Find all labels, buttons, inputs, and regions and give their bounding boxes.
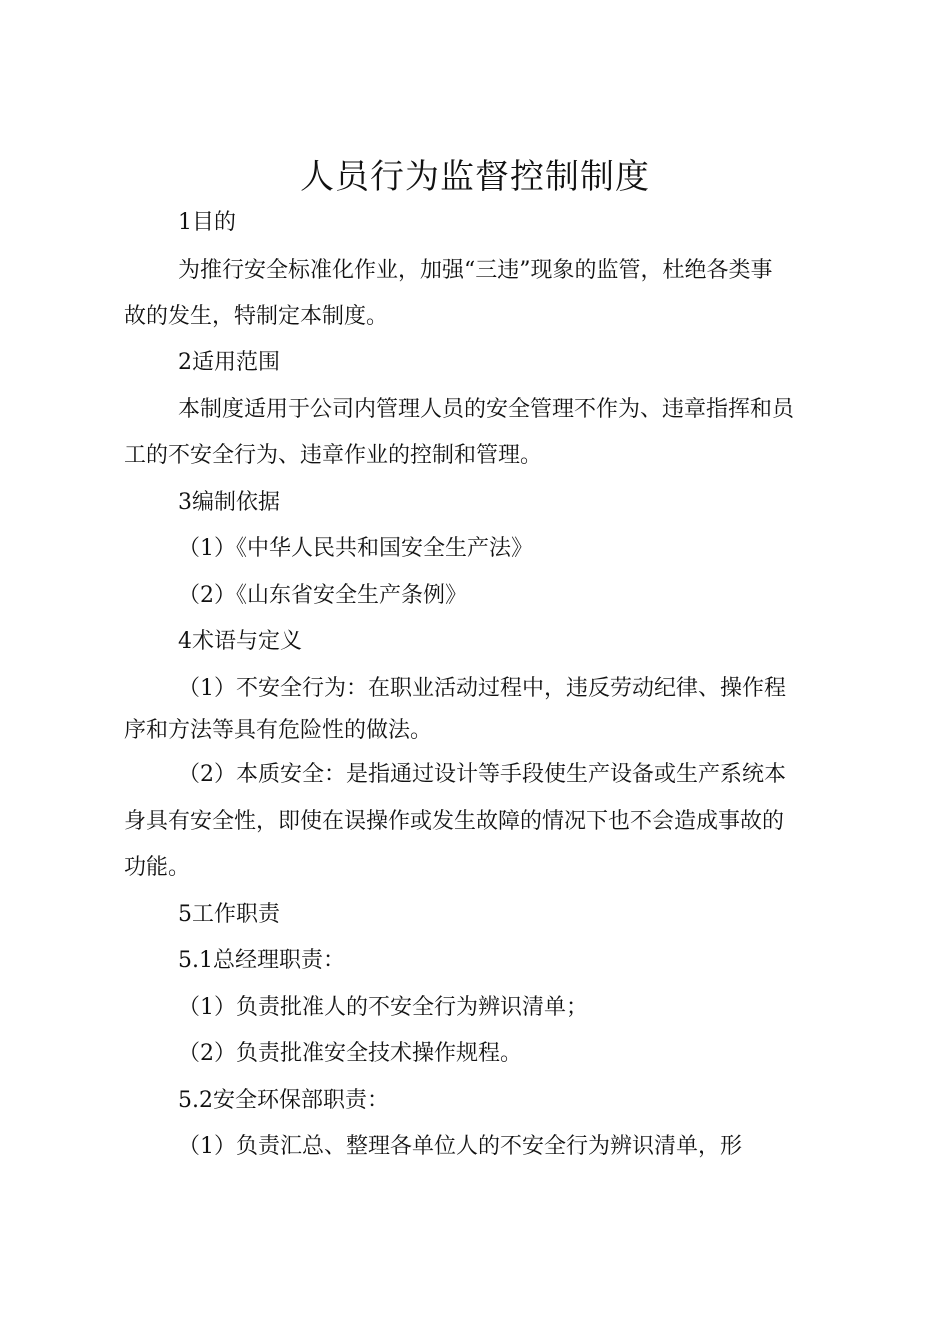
list-item: （2）《山东省安全生产条例》 bbox=[178, 583, 467, 608]
paragraph-line: 身具有安全性，即使在误操作或发生故障的情况下也不会造成事故的 bbox=[124, 809, 785, 834]
list-item: （1）不安全行为：在职业活动过程中，违反劳动纪律、操作程 bbox=[178, 676, 786, 701]
list-item: （1）负责批准人的不安全行为辨识清单； bbox=[178, 995, 588, 1020]
list-item: （1）负责汇总、整理各单位人的不安全行为辨识清单，形 bbox=[178, 1134, 742, 1159]
section-heading-duties: 5工作职责 bbox=[178, 902, 280, 927]
section-heading-purpose: 1目的 bbox=[178, 210, 236, 235]
list-item: （1）《中华人民共和国安全生产法》 bbox=[178, 536, 533, 561]
subsection-heading: 5.1总经理职责： bbox=[178, 948, 345, 973]
paragraph-line: 功能。 bbox=[124, 855, 191, 880]
list-item: （2）本质安全：是指通过设计等手段使生产设备或生产系统本 bbox=[178, 762, 786, 787]
paragraph-line: 为推行安全标准化作业，加强“三违”现象的监管，杜绝各类事 bbox=[178, 258, 773, 283]
paragraph-line: 本制度适用于公司内管理人员的安全管理不作为、违章指挥和员 bbox=[178, 397, 795, 422]
paragraph-line: 故的发生，特制定本制度。 bbox=[124, 304, 389, 329]
paragraph-line: 序和方法等具有危险性的做法。 bbox=[124, 718, 433, 743]
section-heading-basis: 3编制依据 bbox=[178, 490, 280, 515]
paragraph-line: 工的不安全行为、违章作业的控制和管理。 bbox=[124, 443, 543, 468]
section-heading-scope: 2适用范围 bbox=[178, 350, 280, 375]
section-heading-terms: 4术语与定义 bbox=[178, 629, 302, 654]
list-item: （2）负责批准安全技术操作规程。 bbox=[178, 1041, 522, 1066]
document-title: 人员行为监督控制制度 bbox=[300, 157, 650, 197]
subsection-heading: 5.2安全环保部职责： bbox=[178, 1088, 389, 1113]
